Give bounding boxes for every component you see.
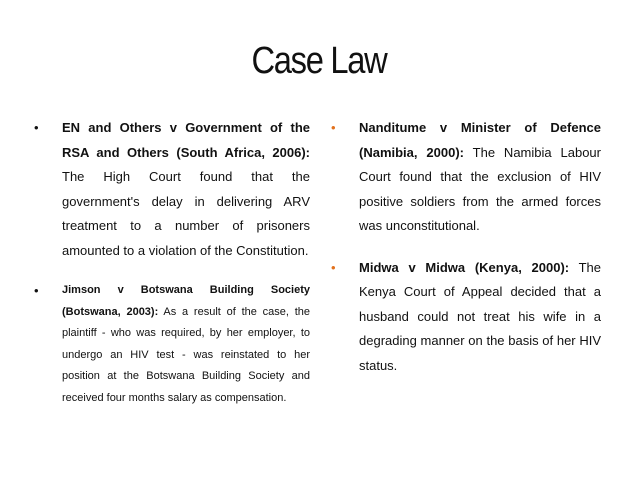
left-column [34, 116, 310, 409]
right-column [331, 116, 601, 378]
case-description: The High Court found that the government's delay in delivering ARV treatment to a number of prisoners amounted to a violation of the Constitution. [62, 169, 310, 258]
bullet-icon: • [331, 259, 336, 275]
case-item-en-v-government [34, 116, 310, 263]
case-name: Nanditume v Minister of Defence (Namibia, 2000): [359, 120, 601, 160]
case-name: EN and Others v Government of the RSA and Others (South Africa, 2006): [62, 120, 310, 160]
bullet-icon: • [34, 283, 39, 298]
bullet-icon: • [34, 120, 39, 135]
case-description: The Kenya Court of Appeal decided that a husband could not treat his wife in a degrading manner on the basis of her HIV status. [359, 259, 601, 373]
case-name: Midwa v Midwa (Kenya, 2000): [359, 259, 570, 275]
case-item-nanditume-v-minister [331, 116, 601, 239]
case-name: Jimson v Botswana Building Society (Botswana, 2003): [62, 284, 310, 318]
bullet-icon: • [331, 120, 336, 135]
case-description: The Namibia Labour Court found that the exclusion of HIV positive soldiers from the armed forces was unconstitutional. [359, 144, 601, 233]
slide-title: Case Law [251, 40, 387, 82]
case-description: As a result of the case, the plaintiff - who was required, by her employer, to undergo an HIV test - was reinstated to her position at the Botswana Building Society and received four months salary as compensation. [62, 305, 310, 404]
case-item-midwa-v-midwa [331, 256, 601, 379]
case-item-jimson-v-botswana [34, 280, 310, 409]
